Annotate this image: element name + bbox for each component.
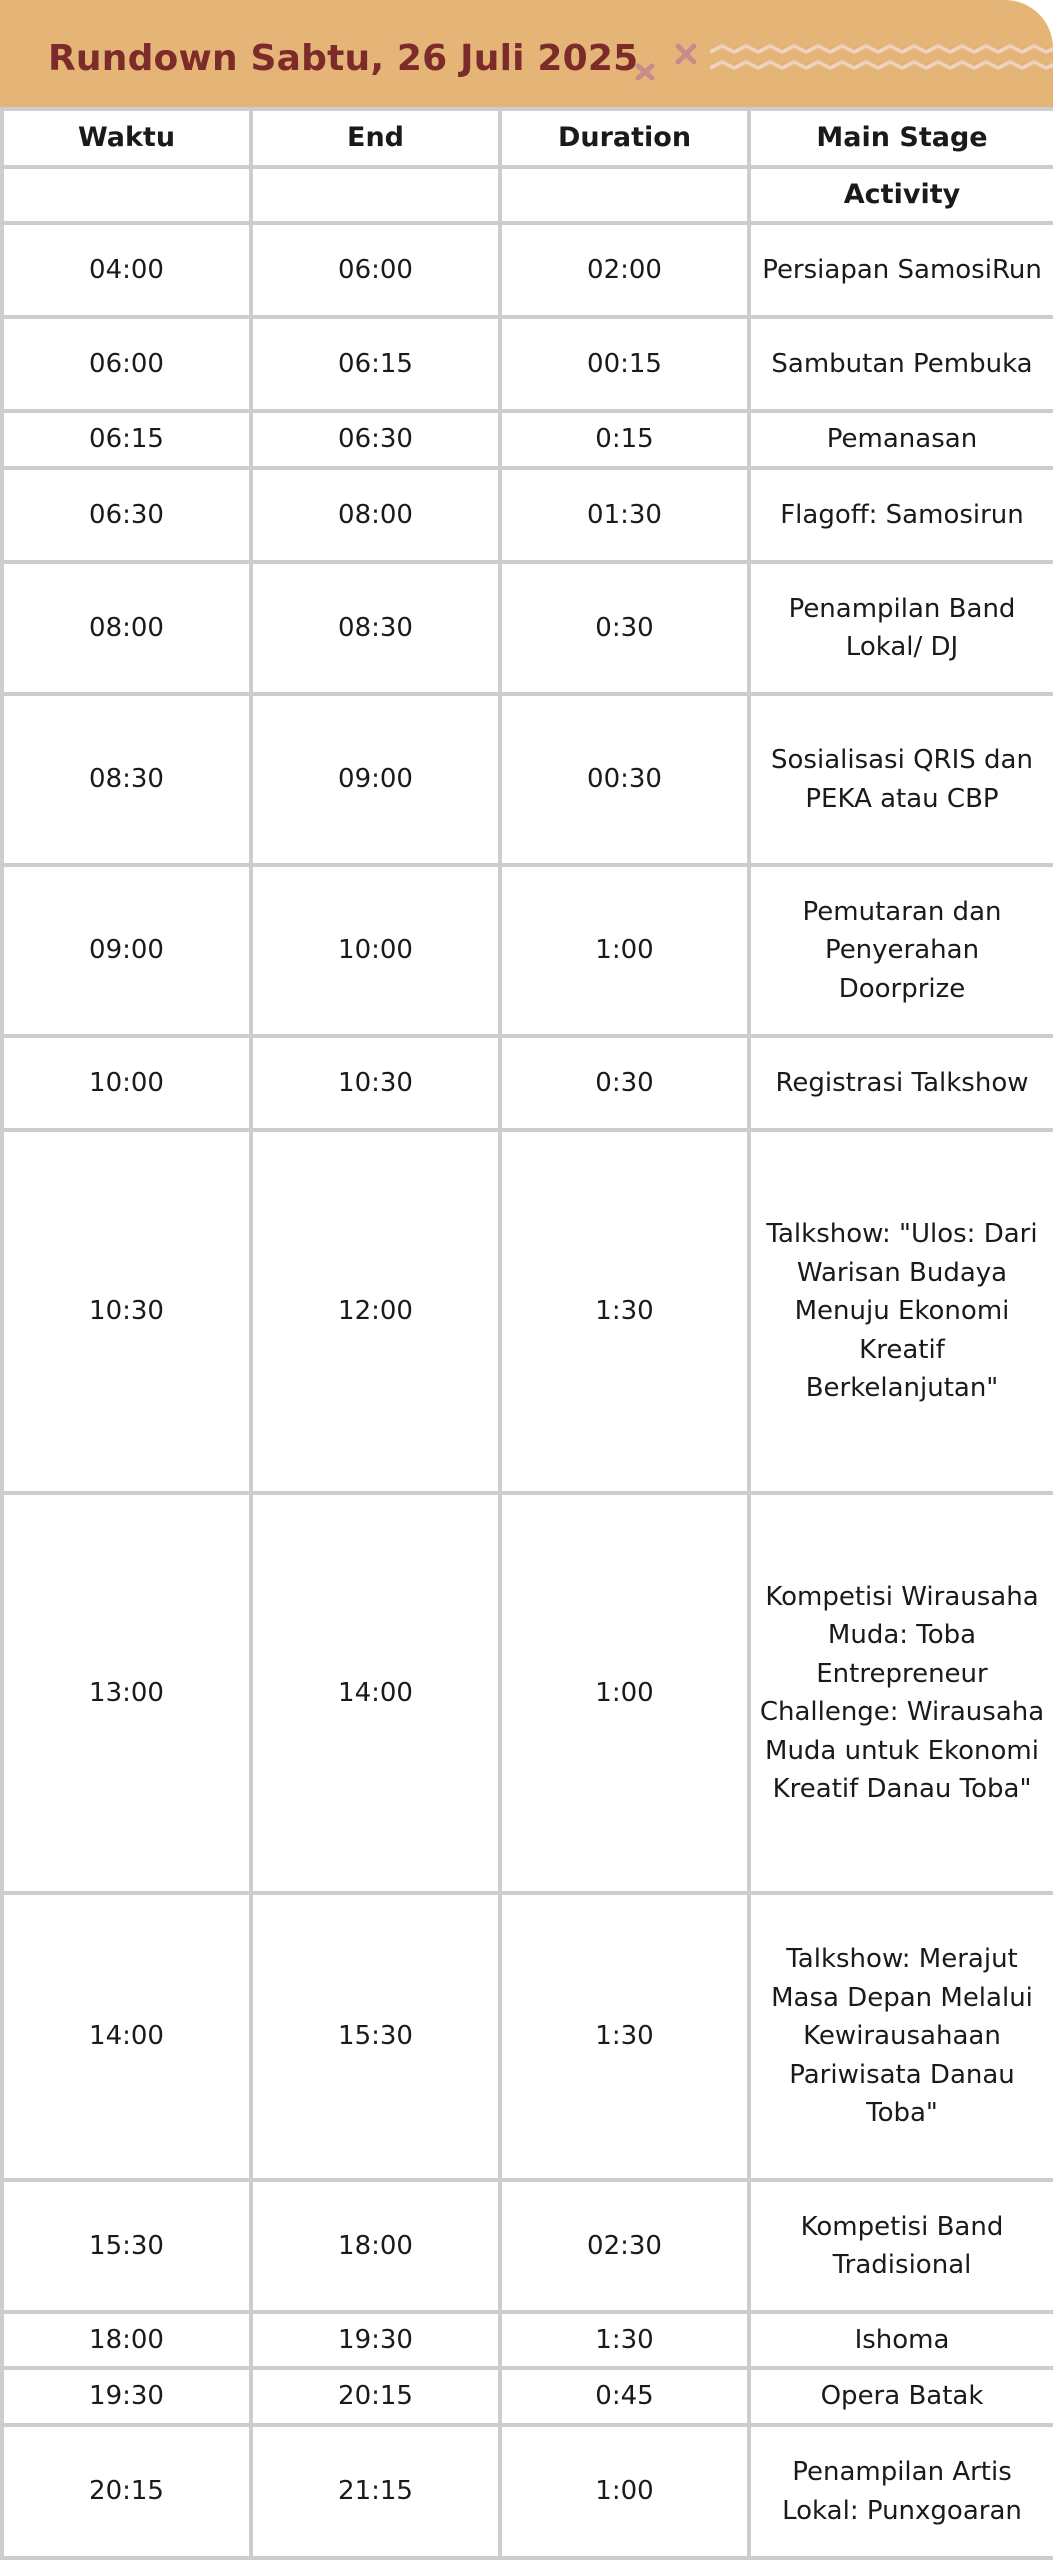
table-row [2,865,1053,1036]
table-row [2,2180,1053,2312]
cell-activity: Talkshow: Merajut Masa Depan Melalui Kewirausahaan Pariwisata Danau Toba" [749,1893,1053,2180]
cell-activity: Ishoma [749,2312,1053,2368]
cell-waktu: 04:00 [2,223,251,317]
cell-activity: Sosialisasi QRIS dan PEKA atau CBP [749,694,1053,865]
cell-duration: 02:00 [500,223,749,317]
table-subheader-row [2,167,1053,223]
cell-waktu: 06:15 [2,411,251,468]
table-row [2,223,1053,317]
cell-duration: 1:30 [500,1893,749,2180]
cell-end: 12:00 [251,1130,500,1493]
cell-duration: 0:30 [500,1036,749,1130]
cell-waktu: 08:30 [2,694,251,865]
cell-end: 06:30 [251,411,500,468]
batik-ornament-icon [630,30,1053,85]
cell-end: 10:30 [251,1036,500,1130]
cell-activity: Talkshow: "Ulos: Dari Warisan Budaya Menuju Ekonomi Kreatif Berkelanjutan" [749,1130,1053,1493]
cell-duration: 00:30 [500,694,749,865]
cell-activity: Kompetisi Wirausaha Muda: Toba Entrepreneur Challenge: Wirausaha Muda untuk Ekonomi Kreatif Danau Toba" [749,1493,1053,1893]
cell-waktu: 19:30 [2,2368,251,2425]
column-header-end: End [251,109,500,167]
table-row [2,694,1053,865]
cell-activity: Opera Batak [749,2368,1053,2425]
cell-duration: 1:00 [500,1493,749,1893]
cell-end: 10:00 [251,865,500,1036]
cell-end: 15:30 [251,1893,500,2180]
column-header-duration: Duration [500,109,749,167]
cell-waktu: 14:00 [2,1893,251,2180]
table-row [2,1493,1053,1893]
table-row [2,1130,1053,1493]
table-row [2,562,1053,694]
cell-activity: Registrasi Talkshow [749,1036,1053,1130]
cell-end: 06:00 [251,223,500,317]
cell-waktu: 20:15 [2,2425,251,2558]
cell-activity: Flagoff: Samosirun [749,468,1053,562]
cell-activity: Persiapan SamosiRun [749,223,1053,317]
cell-end: 20:15 [251,2368,500,2425]
cell-waktu: 18:00 [2,2312,251,2368]
cell-waktu: 06:30 [2,468,251,562]
cell-waktu: 15:30 [2,2180,251,2312]
column-header-waktu: Waktu [2,109,251,167]
cell-duration: 1:00 [500,2425,749,2558]
cell-activity: Penampilan Band Lokal/ DJ [749,562,1053,694]
cell-duration: 0:30 [500,562,749,694]
cell-waktu: 13:00 [2,1493,251,1893]
subheader-activity: Activity [749,167,1053,223]
table-row [2,411,1053,468]
table-row [2,317,1053,411]
table-row [2,2368,1053,2425]
table-row [2,1893,1053,2180]
cell-end: 14:00 [251,1493,500,1893]
cell-activity: Sambutan Pembuka [749,317,1053,411]
cell-end: 21:15 [251,2425,500,2558]
cell-activity: Pemutaran dan Penyerahan Doorprize [749,865,1053,1036]
table-row [2,2312,1053,2368]
cell-activity: Kompetisi Band Tradisional [749,2180,1053,2312]
table-row [2,2425,1053,2558]
cell-duration: 0:45 [500,2368,749,2425]
cell-duration: 00:15 [500,317,749,411]
cell-duration: 0:15 [500,411,749,468]
subheader-cell [500,167,749,223]
cell-waktu: 08:00 [2,562,251,694]
cell-waktu: 10:00 [2,1036,251,1130]
cell-activity: Penampilan Artis Lokal: Punxgoaran [749,2425,1053,2558]
cell-end: 18:00 [251,2180,500,2312]
rundown-table [0,107,1053,2560]
cell-duration: 01:30 [500,468,749,562]
cell-duration: 1:00 [500,865,749,1036]
cell-duration: 1:30 [500,1130,749,1493]
cell-end: 08:30 [251,562,500,694]
cell-end: 08:00 [251,468,500,562]
cell-end: 19:30 [251,2312,500,2368]
subheader-cell [2,167,251,223]
header-banner [0,0,1053,107]
column-header-main-stage: Main Stage [749,109,1053,167]
cell-duration: 1:30 [500,2312,749,2368]
cell-activity: Pemanasan [749,411,1053,468]
table-row [2,468,1053,562]
subheader-cell [251,167,500,223]
cell-end: 06:15 [251,317,500,411]
cell-waktu: 06:00 [2,317,251,411]
cell-duration: 02:30 [500,2180,749,2312]
cell-waktu: 09:00 [2,865,251,1036]
table-row [2,1036,1053,1130]
cell-waktu: 10:30 [2,1130,251,1493]
table-header-row [2,109,1053,167]
cell-end: 09:00 [251,694,500,865]
page-title: Rundown Sabtu, 26 Juli 2025 [48,38,639,79]
